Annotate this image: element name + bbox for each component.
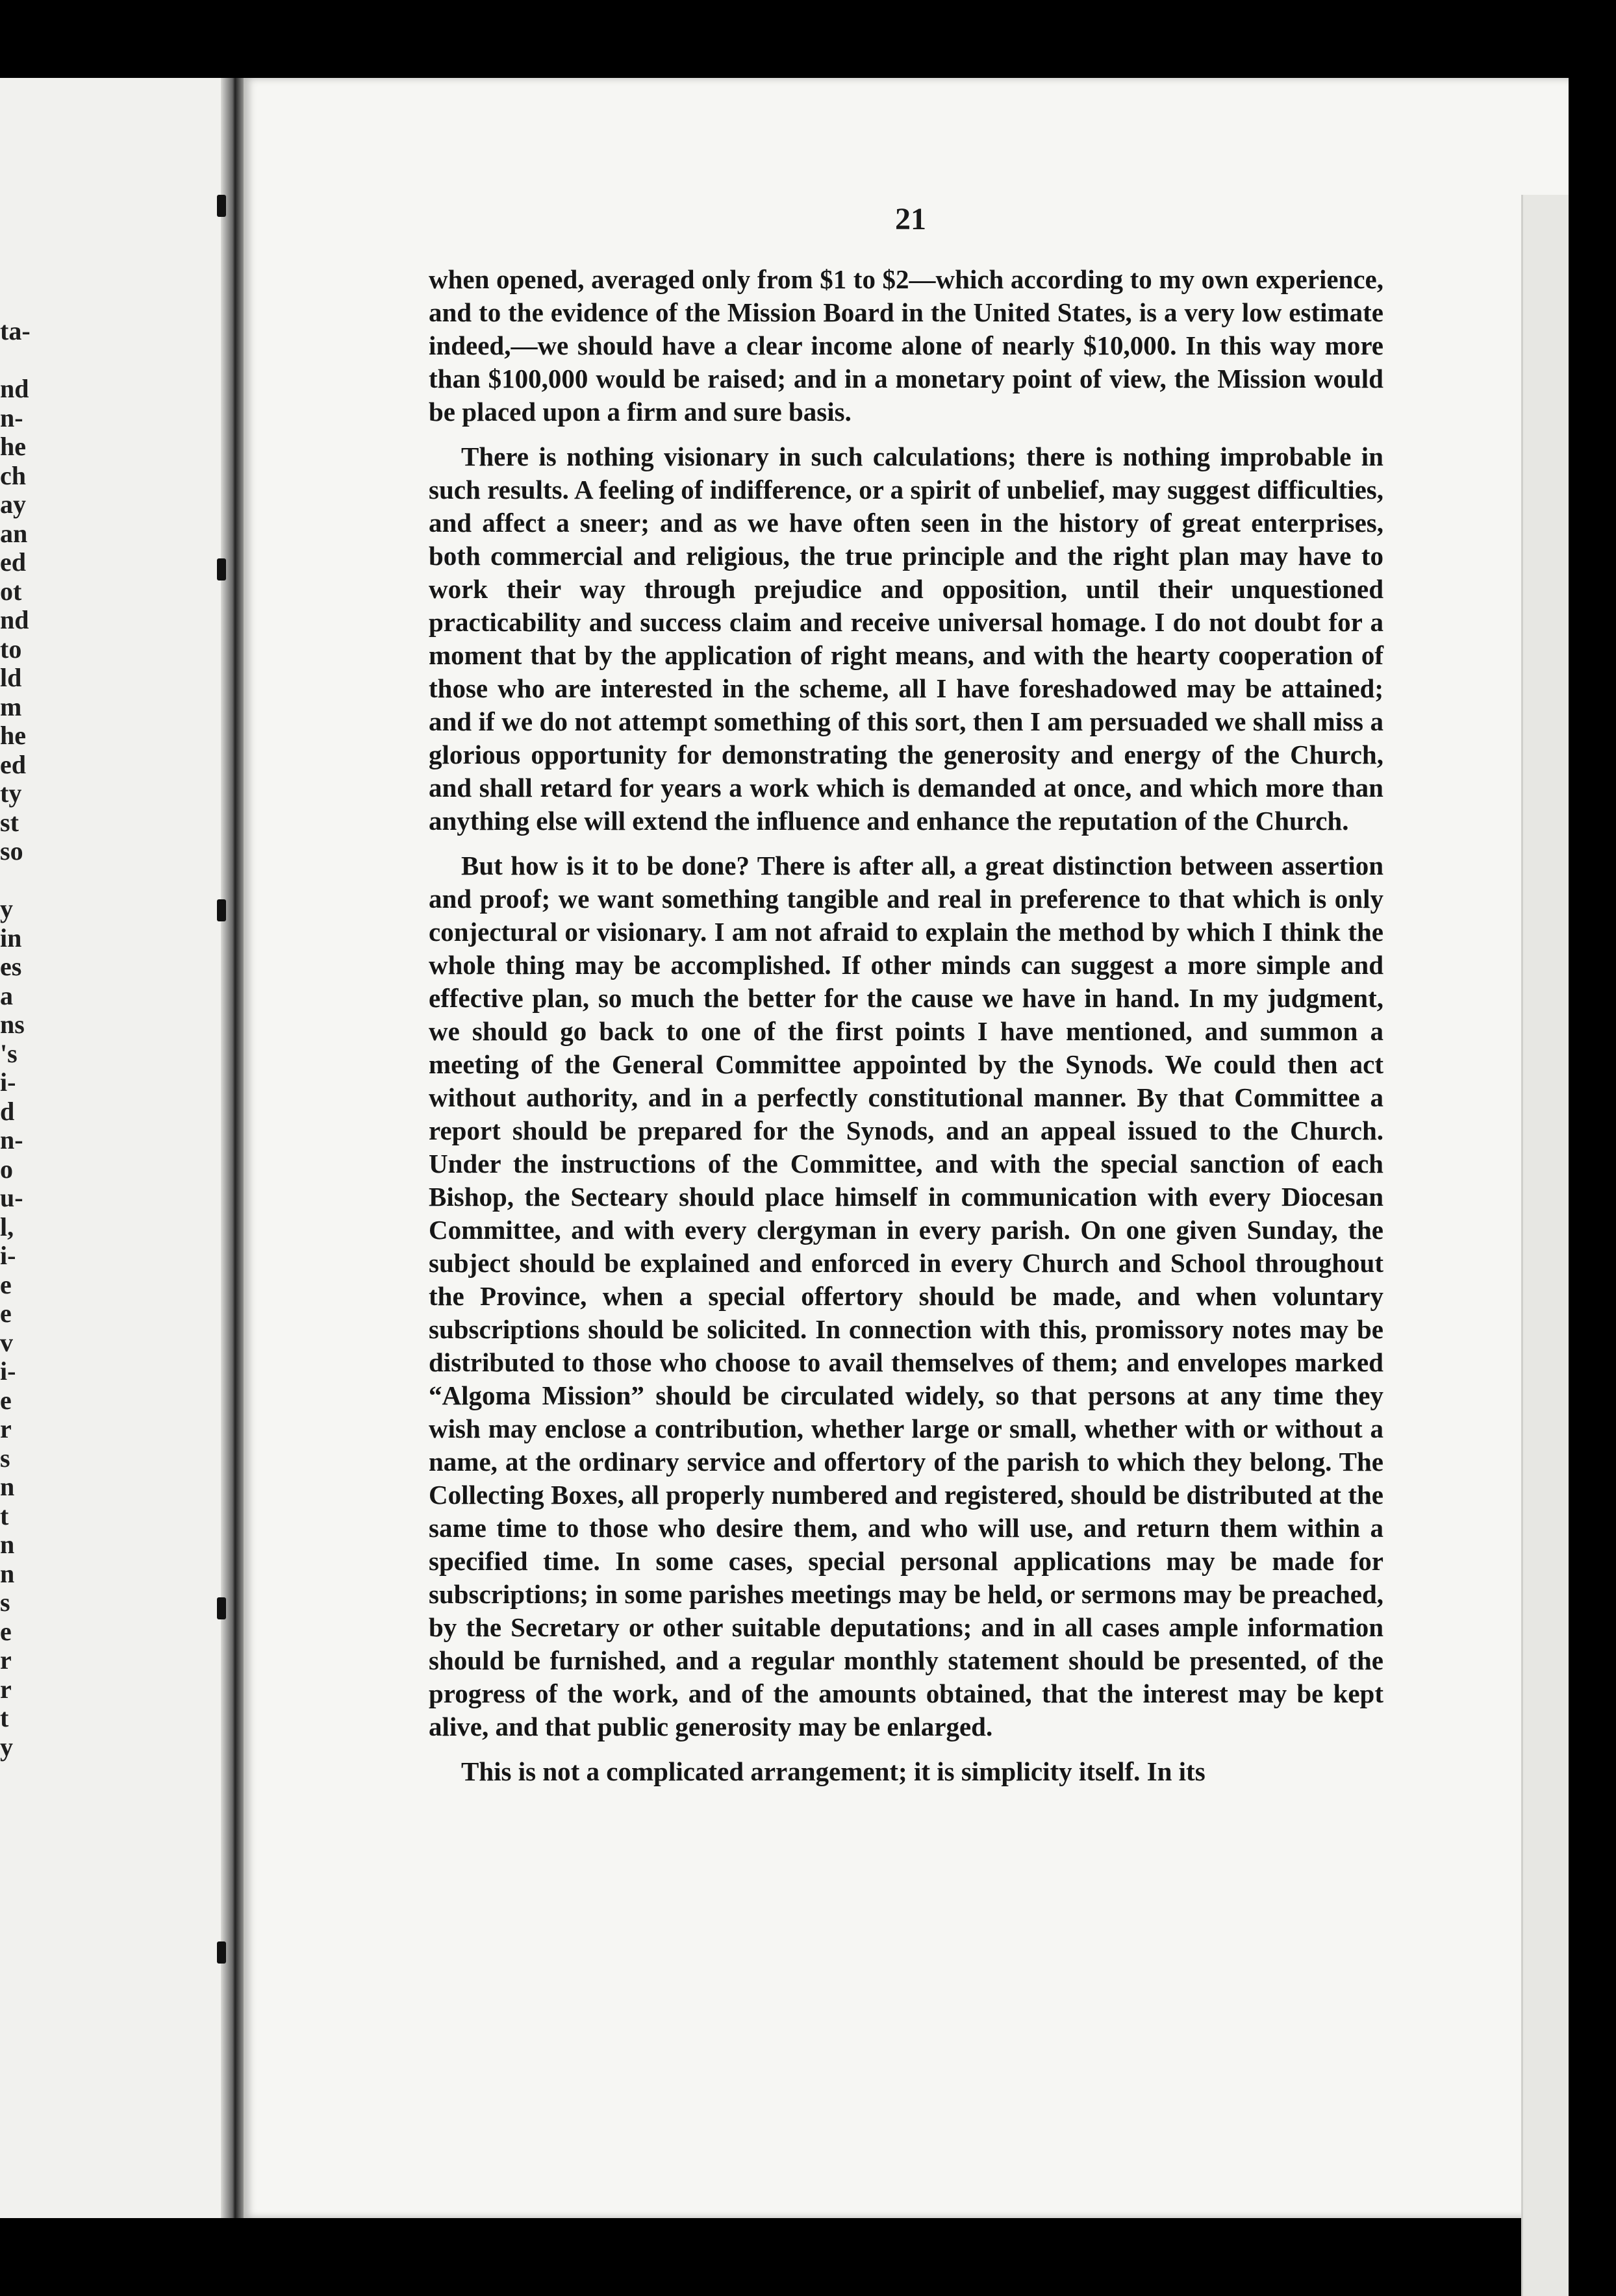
paragraph-2: There is nothing visionary in such calculations; there is nothing improbable in such results. A feeling of indifference, or a spirit of unbelief, may suggest difficulties, and affect a sneer; and as we have often seen in the history of great enterprises, both commercial and religious, the true principle and the right plan may have to work their way through prejudice and opposition, until their unquestioned practicability and success claim and receive universal homage. I do not doubt for a moment that by the application of right means, and with the hearty cooperation of those who are interested in the scheme, all I have foreshadowed may be attained; and if we do not attempt something of this sort, then I am persuaded we shall miss a glorious opportunity for demonstrating the generosity and energy of the Church, and shall retard for years a work which is demanded at once, and which more than anything else will extend the influence and enhance the reputation of the Church.: [429, 442, 1383, 836]
previous-page-fragment: ty: [0, 779, 22, 808]
previous-page-fragment: 's: [0, 1038, 18, 1068]
previous-page-fragment: r: [0, 1414, 12, 1443]
paragraph-3: But how is it to be done? There is after all, a great distinction between assertion and proof; we want something tangible and real in preference to that which is only conjectural or visionary. I am not afraid to explain the method by which I think the whole thing may be accomplished. If other minds can suggest a more simple and effective plan, so much the better for the cause we have in hand. In my judgment, we should go back to one of the first points I have mentioned, and summon a meeting of the General Committee appointed by the Synods. We could then act without authority, and in a perfectly constitutional manner. By that Committee a report should be prepared for the Synods, and an appeal issued to the Church. Under the instructions of the Committee, and with the special sanction of each Bishop, the Secteary should place himself in communication with every Diocesan Committee, and with every clergyman in every parish. On one given Sunday, the subject should be explained and enforced in every Church and School throughout the Province, when a special offertory should be made, and when voluntary subscriptions should be solicited. In connection with this, promissory notes may be distributed to those who choose to avail themselves of them; and envelopes marked “Algoma Mission” should be circulated widely, so that persons at any time they wish may enclose a contribution, whether large or small, whether with or without a name, at the ordinary service and offertory of the parish to which they belong. The Collecting Boxes, all properly numbered and registered, should be distributed at the same time to those who desire them, and who will use, and return them within a specified time. In some cases, special personal applications may be made for subscriptions; in some parishes meetings may be held, or sermons may be preached, by the Secretary or other suitable deputations; and in all cases ample information should be furnished, and a regular monthly statement should be presented, of the progress of the work, and of the amounts obtained, that the interest may be kept alive, and that public generosity may be enlarged.: [429, 851, 1383, 1741]
previous-page-fragment: n-: [0, 403, 23, 432]
previous-page-fragment: i-: [0, 1067, 16, 1097]
previous-page-fragment: o: [0, 1154, 13, 1184]
previous-page-fragment: a: [0, 980, 13, 1010]
previous-page-fragment: u-: [0, 1183, 23, 1212]
previous-page-fragment: y: [0, 894, 13, 923]
body-text: [429, 263, 1383, 1800]
previous-page-fragment: ed: [0, 547, 26, 577]
previous-page-fragment: r: [0, 1674, 12, 1704]
previous-page-fragment: nd: [0, 374, 29, 403]
previous-page-fragment: y: [0, 1732, 13, 1762]
previous-page-fragment: ta-: [0, 316, 31, 345]
previous-page-fragment: s: [0, 1443, 10, 1473]
previous-page-fragment: he: [0, 432, 26, 461]
binding-stitch: [217, 195, 226, 217]
previous-page-fragment: d: [0, 1096, 15, 1126]
previous-page-fragment: in: [0, 923, 22, 953]
previous-page-fragment: ay: [0, 490, 26, 519]
previous-page-fragment: t: [0, 1501, 9, 1530]
previous-page-fragment: s: [0, 1588, 10, 1617]
previous-page: [0, 78, 234, 2218]
page-edge: [1521, 195, 1569, 2296]
binding-stitch: [217, 1941, 226, 1964]
previous-page-fragment: i-: [0, 1356, 16, 1386]
previous-page-fragment: n: [0, 1530, 15, 1559]
book-gutter: [221, 78, 247, 2218]
previous-page-fragment: l,: [0, 1212, 14, 1242]
paragraph-4: This is not a complicated arrangement; it is simplicity itself. In its: [461, 1756, 1206, 1786]
binding-stitch: [217, 1597, 226, 1619]
previous-page-fragment: t: [0, 1703, 9, 1732]
previous-page-text-fragments: [0, 317, 65, 1762]
previous-page-fragment: e: [0, 1299, 12, 1328]
previous-page-fragment: ot: [0, 576, 22, 606]
page-number: 21: [895, 202, 926, 236]
previous-page-fragment: e: [0, 1269, 12, 1299]
previous-page-fragment: ch: [0, 460, 26, 490]
previous-page-fragment: ed: [0, 749, 26, 779]
previous-page-fragment: n: [0, 1472, 15, 1501]
previous-page-fragment: he: [0, 721, 26, 750]
binding-stitch: [217, 899, 226, 921]
previous-page-fragment: m: [0, 692, 22, 721]
previous-page-fragment: ld: [0, 663, 22, 692]
previous-page-fragment: [0, 866, 65, 895]
previous-page-fragment: so: [0, 836, 23, 866]
previous-page-fragment: e: [0, 1385, 12, 1415]
previous-page-fragment: es: [0, 952, 22, 981]
previous-page-fragment: i-: [0, 1241, 16, 1270]
previous-page-fragment: e: [0, 1616, 12, 1646]
previous-page-fragment: an: [0, 518, 28, 548]
binding-stitch: [217, 558, 226, 580]
previous-page-fragment: [0, 346, 65, 375]
paragraph-1: when opened, averaged only from $1 to $2—which according to my own experience, and to the evidence of the Mission Board in the United States, is a very low estimate indeed,—we should have a clear income alone of nearly $10,000. In this way more than $100,000 would be raised; and in a monetary point of view, the Mission would be placed upon a firm and sure basis.: [429, 264, 1383, 427]
previous-page-fragment: st: [0, 807, 19, 837]
previous-page-fragment: r: [0, 1645, 12, 1675]
previous-page-fragment: to: [0, 634, 22, 664]
previous-page-fragment: v: [0, 1327, 13, 1357]
previous-page-fragment: n: [0, 1558, 15, 1588]
previous-page-fragment: n-: [0, 1125, 23, 1154]
previous-page-fragment: ns: [0, 1010, 25, 1039]
previous-page-fragment: nd: [0, 605, 29, 634]
